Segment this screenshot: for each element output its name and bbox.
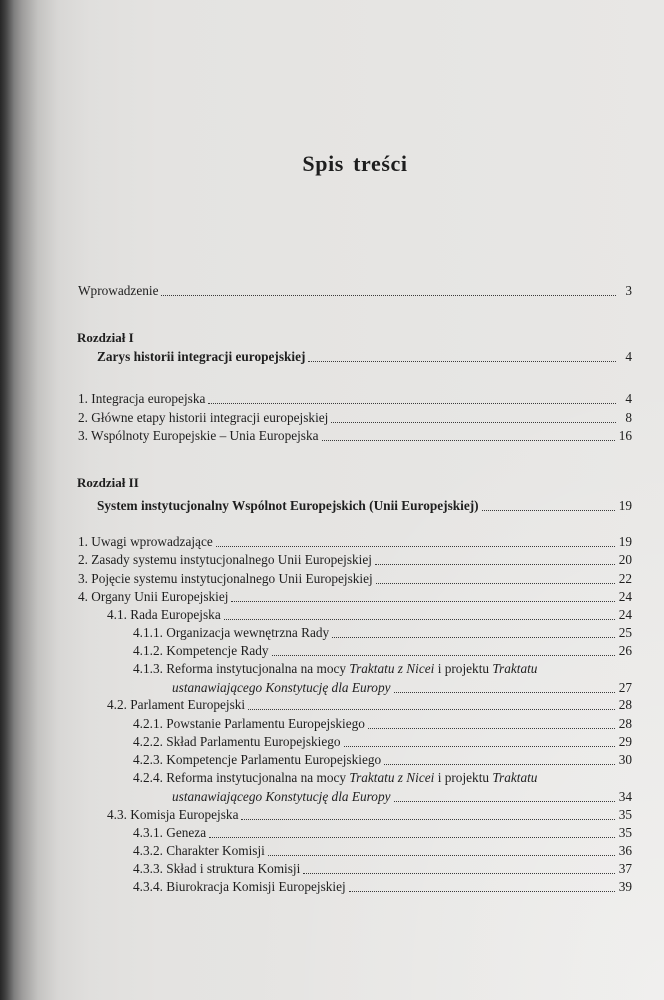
page-number: 28 [618,716,632,731]
dot-leader [224,619,615,620]
entry-label: 2. Główne etapy historii integracji europejskiej [78,410,329,425]
dot-leader [303,873,614,874]
entry-label: 1. Uwagi wprowadzające [78,534,213,549]
entry-number: 4.2.4. [133,770,163,785]
entry-label [172,788,391,806]
entry-label: System instytucjonalny Wspólnot Europejskich (Unii Europejskiej) [97,498,479,513]
page-number: 16 [618,428,632,443]
toc-entry [133,751,632,769]
entry-label: Zarys historii integracji europejskiej [97,349,306,364]
entry-label: 4.1.1. Organizacja wewnętrzna Rady [133,625,330,640]
page-title: Spis treści [302,151,408,176]
dot-leader [331,422,616,423]
toc-entry [133,842,632,860]
entry-number: 4.1.3. [133,661,163,676]
page-number: 27 [618,680,632,695]
page-number: 37 [618,861,632,876]
toc-entry [107,696,632,714]
page-number: 4 [625,391,632,406]
dot-leader [368,728,615,729]
dot-leader [231,601,614,602]
dot-leader [482,510,615,511]
entry-label: Wprowadzenie [78,283,159,298]
entry-label [172,679,391,697]
toc-entry [78,427,632,445]
entry-label: 4.2.1. Powstanie Parlamentu Europejskiego [133,716,365,731]
page-number: 4 [625,349,632,364]
toc-entry [133,878,632,896]
entry-italic-text: Traktatu [492,661,538,676]
dot-leader [161,295,616,296]
page-number: 30 [618,752,632,767]
page-number: 24 [618,589,632,604]
entry-label: 4.1.2. Kompetencje Rady [133,643,269,658]
toc-entry [172,679,632,697]
dot-leader [322,440,615,441]
entry-label: 1. Integracja europejska [78,391,206,406]
toc-entry [107,806,632,824]
entry-label: 4.1. Rada Europejska [107,607,221,622]
entry-label: 4.2.3. Kompetencje Parlamentu Europejskiego [133,752,382,767]
dot-leader [308,361,616,362]
page-number: 3 [625,283,632,298]
entry-italic-text: Traktatu z Nicei [349,770,435,785]
dot-leader [394,692,615,693]
page-number: 35 [618,825,632,840]
dot-leader [376,583,615,584]
toc-entry-chapter-title [97,348,632,366]
dot-leader [394,801,615,802]
entry-label: 4.2. Parlament Europejski [107,697,246,712]
toc-entry-line [133,769,537,787]
dot-leader [248,709,615,710]
dot-leader [332,637,615,638]
entry-label: 4.3.4. Biurokracja Komisji Europejskiej [133,879,346,894]
page-number: 19 [618,498,632,513]
dot-leader [216,546,615,547]
entry-italic-text: Traktatu z Nicei [349,661,435,676]
toc-entry [78,551,632,569]
chapter-heading: Rozdział II [77,475,139,490]
dot-leader [349,891,615,892]
page-number: 26 [618,643,632,658]
page-number: 8 [625,410,632,425]
page-number: 29 [618,734,632,749]
entry-text: Reforma instytucjonalna na mocy [166,770,347,785]
binding-shadow [0,0,14,1000]
dot-leader [209,837,615,838]
entry-italic-text: ustanawiającego Konstytucję dla Europy [172,680,391,695]
toc-entry-intro [78,282,632,300]
toc-entry [133,824,632,842]
entry-text: Reforma instytucjonalna na mocy [166,661,347,676]
toc-entry [78,570,632,588]
toc-entry [133,642,632,660]
entry-label: 4.3. Komisja Europejska [107,807,239,822]
entry-italic-text: Traktatu [492,770,538,785]
page-number: 22 [618,571,632,586]
page-number: 19 [618,534,632,549]
page-number: 39 [618,879,632,894]
entry-text: i projektu [437,661,490,676]
page-number: 36 [618,843,632,858]
entry-label: 4.3.2. Charakter Komisji [133,843,265,858]
toc-entry [78,390,632,408]
toc-entry-chapter-title [97,497,632,515]
entry-label: 3. Pojęcie systemu instytucjonalnego Unii Europejskiej [78,571,373,586]
toc-entry [78,409,632,427]
dot-leader [241,819,614,820]
page-number: 20 [618,552,632,567]
entry-text: i projektu [437,770,490,785]
page-number: 24 [618,607,632,622]
toc-entry-line [133,660,537,678]
entry-label: 4. Organy Unii Europejskiej [78,589,229,604]
dot-leader [208,403,616,404]
toc-entry [78,533,632,551]
toc-entry [78,588,632,606]
toc-entry [133,733,632,751]
toc-entry [172,788,632,806]
dot-leader [268,855,615,856]
toc-entry [133,860,632,878]
dot-leader [384,764,615,765]
chapter-heading: Rozdział I [77,330,134,345]
entry-label: 3. Wspólnoty Europejskie – Unia Europejska [78,428,319,443]
page-number: 25 [618,625,632,640]
page-number: 34 [618,789,632,804]
dot-leader [375,564,615,565]
entry-label: 4.3.3. Skład i struktura Komisji [133,861,301,876]
entry-label: 4.2.2. Skład Parlamentu Europejskiego [133,734,341,749]
entry-italic-text: ustanawiającego Konstytucję dla Europy [172,789,391,804]
entry-label: 4.3.1. Geneza [133,825,207,840]
toc-entry [107,606,632,624]
toc-entry [133,715,632,733]
toc-entry [133,624,632,642]
page-number: 35 [618,807,632,822]
page-number: 28 [618,697,632,712]
dot-leader [344,746,615,747]
dot-leader [272,655,615,656]
entry-label: 2. Zasady systemu instytucjonalnego Unii Europejskiej [78,552,372,567]
